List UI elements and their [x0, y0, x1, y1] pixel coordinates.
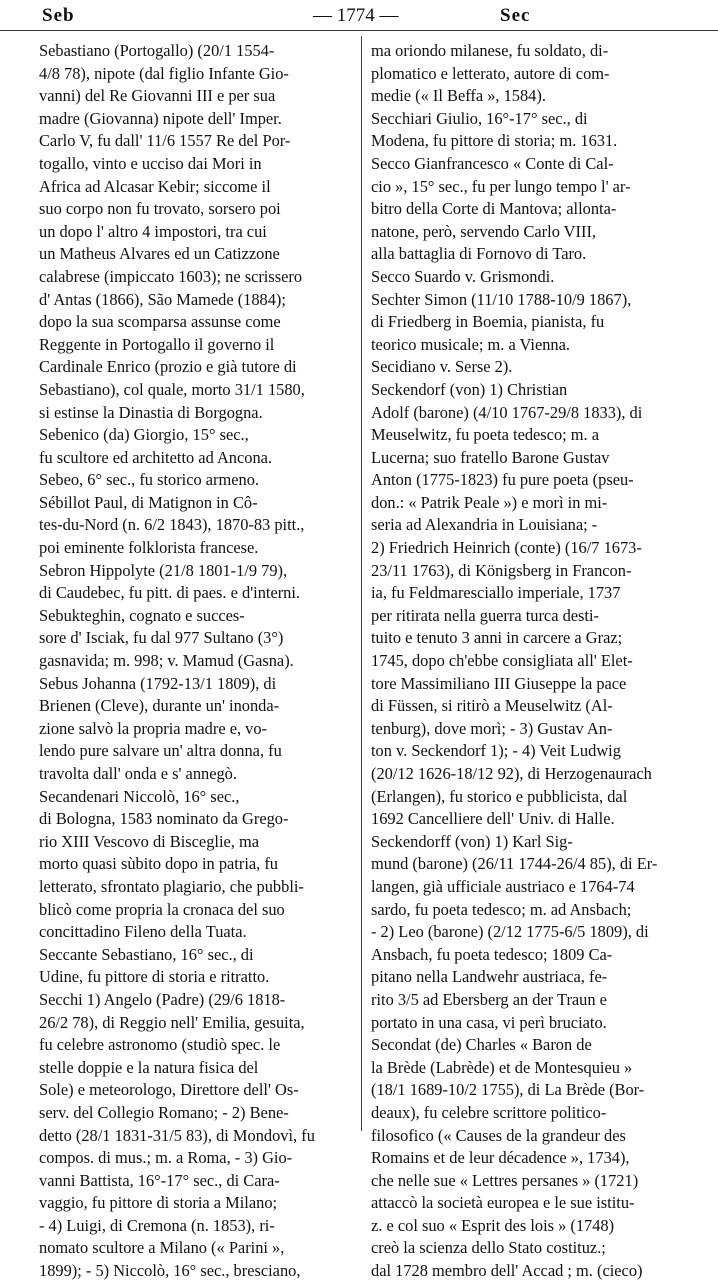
left-column-line: letterato, sfrontato plagiario, che pubbli-	[39, 876, 304, 896]
right-column-line: (Erlangen), fu storico e pubblicista, dal	[371, 786, 628, 806]
left-column-line: serv. del Collegio Romano; - 2) Bene-	[39, 1102, 289, 1122]
left-column-line: Udine, fu pittore di storia e ritratto.	[39, 967, 270, 987]
right-column-line: plomatico e letterato, autore di com-	[371, 63, 610, 83]
left-column-line: di Caudebec, fu pitt. di paes. e d'interni.	[39, 583, 301, 603]
left-column-line: suo corpo non fu trovato, sorsero poi	[39, 199, 281, 219]
right-column-line: 1692 Cancelliere dell' Univ. di Halle.	[371, 809, 615, 829]
right-column-line: Seckendorf (von) 1) Christian	[371, 379, 568, 399]
right-column-line: portato in una casa, vi perì bruciato.	[371, 1012, 607, 1032]
left-column-line: Sebastiano (Portogallo) (20/1 1554-	[39, 41, 275, 60]
right-column-line: Lucerna; suo fratello Barone Gustav	[371, 447, 610, 467]
left-column-line: Sebus Johanna (1792-13/1 1809), di	[39, 673, 277, 693]
left-column-line: lendo pure salvare un' altra donna, fu	[39, 741, 282, 761]
right-column-line: ton v. Seckendorf 1); - 4) Veit Ludwig	[371, 741, 621, 761]
left-column-line: rio XIII Vescovo di Bisceglie, ma	[39, 831, 260, 851]
right-column-line: dal 1728 membro dell' Accad ; m. (cieco)	[371, 1261, 643, 1281]
left-column-line: di Bologna, 1583 nominato da Grego-	[39, 809, 289, 829]
left-column-line: Sebron Hippolyte (21/8 1801-1/9 79),	[39, 560, 288, 580]
left-column-line: dopo la sua scomparsa assunse come	[39, 312, 281, 332]
left-column-line: calabrese (impiccato 1603); ne scrissero	[39, 266, 303, 286]
left-column-line: Sebenico (da) Giorgio, 15° sec.,	[39, 425, 249, 445]
left-column-line: Sole) e meteorologo, Direttore dell' Os-	[39, 1080, 299, 1100]
right-column-line: per ritirata nella guerra turca desti-	[371, 605, 599, 625]
page-header	[0, 0, 718, 31]
right-column-line: Secidiano v. Serse 2).	[371, 357, 513, 377]
right-column-line: (18/1 1689-10/2 1755), di La Brède (Bor-	[371, 1080, 645, 1100]
left-column-line: d' Antas (1866), São Mamede (1884);	[39, 289, 286, 309]
right-column-line: tenburg), dove morì; - 3) Gustav An-	[371, 718, 613, 738]
right-column-line: Romains et de leur décadence », 1734),	[371, 1148, 630, 1168]
right-column-line: teorico musicale; m. a Vienna.	[371, 334, 570, 354]
right-column-line: creò la scienza dello Stato costituz.;	[371, 1238, 606, 1258]
left-column-line: detto (28/1 1831-31/5 83), di Mondovì, fu	[39, 1125, 315, 1145]
left-column-line: un dopo l' altro 4 impostori, tra cui	[39, 221, 267, 241]
left-column-line: fu celebre astronomo (studiò spec. le	[39, 1035, 281, 1055]
left-column-line: stelle doppie e la natura fisica del	[39, 1057, 259, 1077]
left-column-line: zione salvò la propria madre e, vo-	[39, 718, 268, 738]
left-column-line: Sebukteghin, cognato e succes-	[39, 605, 245, 625]
right-column-line: 2) Friedrich Heinrich (conte) (16/7 1673-	[371, 538, 642, 558]
right-column	[371, 40, 705, 1283]
left-column-line: un Matheus Alvares ed un Catizzone	[39, 244, 280, 264]
right-column-line: di Füssen, si ritirò a Meuselwitz (Al-	[371, 696, 613, 716]
left-column-line: Reggente in Portogallo il governo il	[39, 334, 275, 354]
column-divider	[361, 36, 362, 1131]
left-column-line: Secandenari Niccolò, 16° sec.,	[39, 786, 240, 806]
right-column-line: Secondat (de) Charles « Baron de	[371, 1035, 592, 1055]
right-column-line: bitro della Corte di Mantova; allonta-	[371, 199, 617, 219]
right-column-line: Sechter Simon (11/10 1788-10/9 1867),	[371, 289, 632, 309]
right-column-line: filosofico (« Causes de la grandeur des	[371, 1125, 626, 1145]
right-column-line: cio », 15° sec., fu per lungo tempo l' ar-	[371, 176, 631, 196]
right-column-line: tore Massimiliano III Giuseppe la pace	[371, 673, 627, 693]
left-column-line: 1899); - 5) Niccolò, 16° sec., bresciano,	[39, 1261, 301, 1281]
left-column-line: compos. di mus.; m. a Roma, - 3) Gio-	[39, 1148, 293, 1168]
left-column-line: concittadino Fileno della Tuata.	[39, 922, 247, 942]
left-column-line: vanni Battista, 16°-17° sec., di Cara-	[39, 1170, 280, 1190]
left-column-line: blicò come propria la cronaca del suo	[39, 899, 285, 919]
right-column-line: - 2) Leo (barone) (2/12 1775-6/5 1809), di	[371, 922, 649, 942]
left-column-line: poi eminente folklorista francese.	[39, 538, 259, 558]
left-column-line: Seccante Sebastiano, 16° sec., di	[39, 944, 254, 964]
right-column-line: Meuselwitz, fu poeta tedesco; m. a	[371, 425, 600, 445]
right-column-line: 1745, dopo ch'ebbe consigliata all' Elet-	[371, 651, 633, 671]
left-column-line: Sebastiano), col quale, morto 31/1 1580,	[39, 379, 305, 399]
left-column-line: Secchi 1) Angelo (Padre) (29/6 1818-	[39, 989, 286, 1009]
left-column-line: gasnavida; m. 998; v. Mamud (Gasna).	[39, 651, 294, 671]
right-column-line: di Friedberg in Boemia, pianista, fu	[371, 312, 605, 332]
right-column-line: deaux), fu celebre scrittore politico-	[371, 1102, 607, 1122]
left-column-line: Brienen (Cleve), durante un' inonda-	[39, 696, 280, 716]
left-column-line: Cardinale Enrico (prozio e già tutore di	[39, 357, 297, 377]
left-column-line: sore d' Isciak, fu dal 977 Sultano (3°)	[39, 628, 284, 648]
right-column-line: Seckendorff (von) 1) Karl Sig-	[371, 831, 573, 851]
right-column-line: Adolf (barone) (4/10 1767-29/8 1833), di	[371, 402, 643, 422]
right-column-line: medie (« Il Beffa », 1584).	[371, 86, 546, 106]
right-column-line: don.: « Patrik Peale ») e morì in mi-	[371, 492, 608, 512]
right-column-line: 23/11 1763), di Königsberg in Francon-	[371, 560, 632, 580]
left-column-line: si estinse la Dinastia di Borgogna.	[39, 402, 263, 422]
left-column-line: vanni) del Re Giovanni III e per sua	[39, 86, 276, 106]
left-column-line: nomato scultore a Milano (« Parini »,	[39, 1238, 285, 1258]
left-column-line: madre (Giovanna) nipote dell' Imper.	[39, 108, 282, 128]
right-column-line: Secchiari Giulio, 16°-17° sec., di	[371, 108, 588, 128]
right-column-line: pitano nella Landwehr austriaca, fe-	[371, 967, 608, 987]
left-column-line: morto quasi sùbito dopo in patria, fu	[39, 854, 279, 874]
right-column-line: rito 3/5 ad Ebersberg an der Traun e	[371, 989, 607, 1009]
right-column-line: attaccò la società europea e le sue istitu-	[371, 1193, 635, 1213]
right-column-line: ma oriondo milanese, fu soldato, di-	[371, 41, 609, 60]
right-column-line: z. e col suo « Esprit des lois » (1748)	[371, 1215, 615, 1235]
left-column-line: Africa ad Alcasar Kebir; siccome il	[39, 176, 271, 196]
left-column-line: fu scultore ed architetto ad Ancona.	[39, 447, 273, 467]
page-number: — 1774 —	[313, 5, 399, 26]
right-column-line: natone, però, servendo Carlo VIII,	[371, 221, 596, 241]
header-left-guideword: Seb	[42, 5, 75, 26]
right-column-line: tuito e tenuto 3 anni in carcere a Graz;	[371, 628, 623, 648]
left-column-line: 4/8 78), nipote (dal figlio Infante Gio-	[39, 63, 289, 83]
left-column-line: togallo, vinto e ucciso dai Mori in	[39, 153, 262, 173]
left-column-line: Sebeo, 6° sec., fu storico armeno.	[39, 470, 260, 490]
right-column-line: che nelle sue « Lettres persanes » (1721)	[371, 1170, 639, 1190]
right-column-line: Secco Suardo v. Grismondi.	[371, 266, 555, 286]
right-column-line: (20/12 1626-18/12 92), di Herzogenaurach	[371, 764, 652, 783]
left-column-line: travolta dall' onda e s' annegò.	[39, 764, 237, 783]
right-column-line: alla battaglia di Fornovo di Taro.	[371, 244, 587, 264]
right-column-line: Anton (1775-1823) fu pure poeta (pseu-	[371, 470, 634, 490]
right-column-line: langen, già ufficiale austriaco e 1764-74	[371, 876, 635, 896]
right-column-line: seria ad Alexandria in Louisiana; -	[371, 515, 598, 535]
right-column-line: ia, fu Feldmaresciallo imperiale, 1737	[371, 583, 621, 603]
right-column-line: Modena, fu pittore di storia; m. 1631.	[371, 131, 618, 151]
left-column-line: Carlo V, fu dall' 11/6 1557 Re del Por-	[39, 131, 291, 151]
header-right-guideword: Sec	[500, 5, 531, 26]
left-column-line: tes-du-Nord (n. 6/2 1843), 1870-83 pitt.,	[39, 515, 305, 535]
right-column-line: sardo, fu poeta tedesco; m. ad Ansbach;	[371, 899, 632, 919]
right-column-line: mund (barone) (26/11 1744-26/4 85), di Er-	[371, 854, 658, 874]
right-column-line: Ansbach, fu poeta tedesco; 1809 Ca-	[371, 944, 613, 964]
left-column-line: Sébillot Paul, di Matignon in Cô-	[39, 492, 258, 512]
right-column-line: Secco Gianfrancesco « Conte di Cal-	[371, 153, 614, 173]
left-column	[39, 40, 353, 1283]
right-column-line: la Brède (Labrède) et de Montesquieu »	[371, 1057, 633, 1077]
left-column-line: vaggio, fu pittore di storia a Milano;	[39, 1193, 278, 1213]
left-column-line: - 4) Luigi, di Cremona (n. 1853), ri-	[39, 1215, 275, 1235]
left-column-line: 26/2 78), di Reggio nell' Emilia, gesuita,	[39, 1012, 305, 1032]
